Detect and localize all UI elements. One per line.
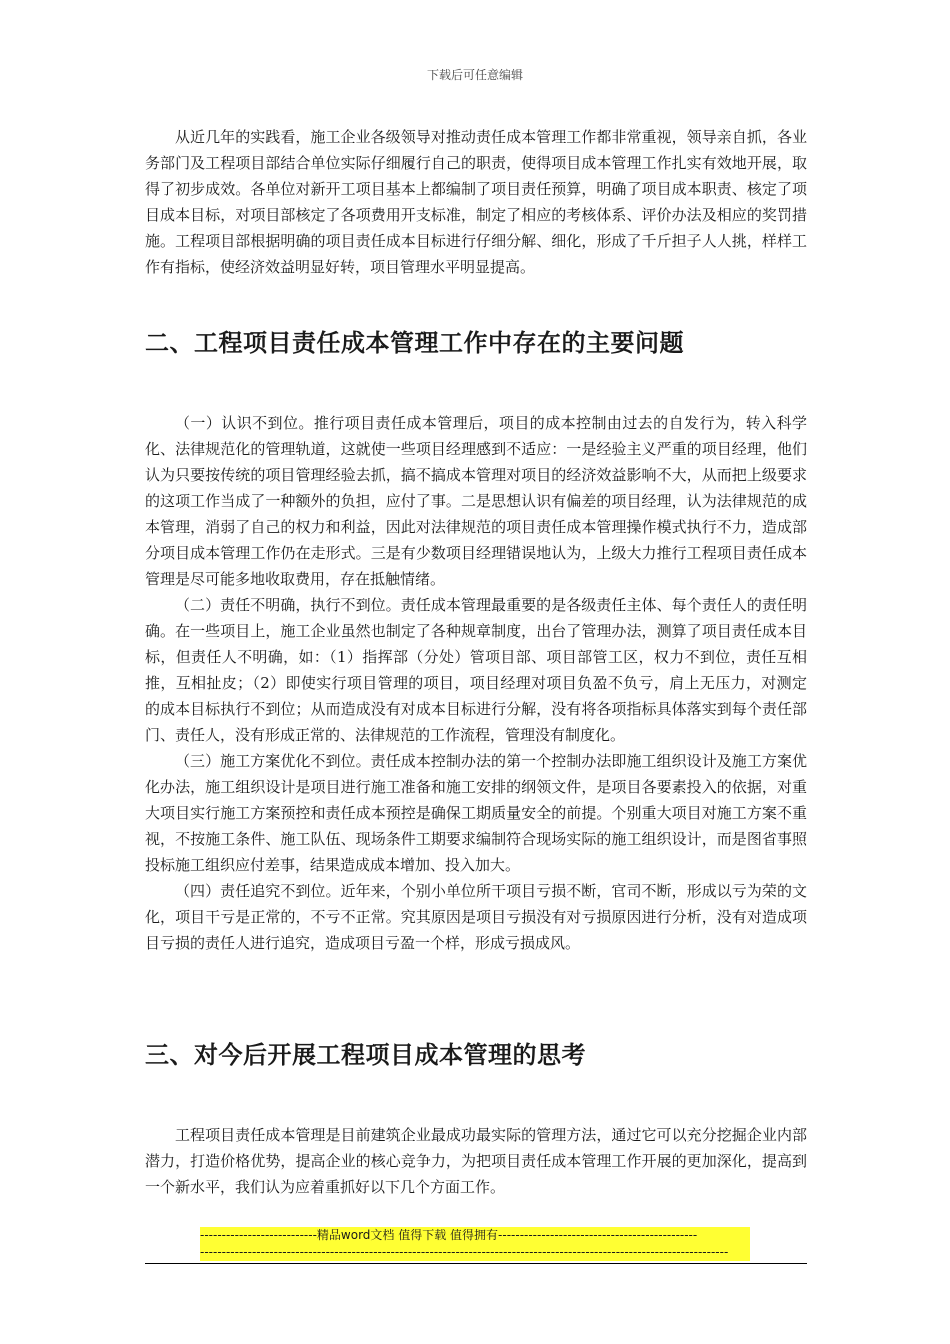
footer-banner-line-2: -------------------------------------------------------------------------------------------------------------------------- [200,1245,729,1259]
section-3-heading: 三、对今后开展工程项目成本管理的思考 [145,1041,586,1069]
footer-rule [145,1263,807,1264]
section-3-heading-block [145,1040,807,1070]
section-2-heading: 二、工程项目责任成本管理工作中存在的主要问题 [145,329,684,357]
section-2-body [145,410,807,956]
section-2-paragraph-1: （一）认识不到位。推行项目责任成本管理后，项目的成本控制由过去的自发行为，转入科学化、法律规范化的管理轨道，这就使一些项目经理感到不适应：一是经验主义严重的项目经理，他们认为只要按传统的项目管理经验去抓，搞不搞成本管理对项目的经济效益影响不大，从而把上级要求的这项工作当成了一种额外的负担，应付了事。二是思想认识有偏差的项目经理，认为法律规范的成本管理，消弱了自己的权力和利益，因此对法律规范的项目责任成本管理操作模式执行不力，造成部分项目成本管理工作仍在走形式。三是有少数项目经理错误地认为，上级大力推行工程项目责任成本管理是尽可能多地收取费用，存在抵触情绪。 [145,414,807,588]
section-2-paragraph-2: （二）责任不明确，执行不到位。责任成本管理最重要的是各级责任主体、每个责任人的责任明确。在一些项目上，施工企业虽然也制定了各种规章制度，出台了管理办法，测算了项目责任成本目标，但责任人不明确，如：（1）指挥部（分处）管项目部、项目部管工区，权力不到位，责任互相推，互相扯皮；（2）即使实行项目管理的项目，项目经理对项目负盈不负亏，肩上无压力，对测定的成本目标执行不到位；从而造成没有对成本目标进行分解，没有将各项指标具体落实到每个责任部门、责任人，没有形成正常的、法律规范的工作流程，管理没有制度化。 [145,596,807,744]
section-2-paragraph-4: （四）责任追究不到位。近年来，个别小单位所干项目亏损不断，官司不断，形成以亏为荣的文化，项目干亏是正常的，不亏不正常。究其原因是项目亏损没有对亏损原因进行分析，没有对造成项目亏损的责任人进行追究，造成项目亏盈一个样，形成亏损成风。 [145,882,807,952]
intro-block [145,124,807,280]
footer-banner [200,1227,750,1261]
section-3-body [145,1122,807,1200]
section-2-heading-block [145,328,807,358]
section-3-paragraph-1: 工程项目责任成本管理是目前建筑企业最成功最实际的管理方法，通过它可以充分挖掘企业内部潜力，打造价格优势，提高企业的核心竞争力，为把项目责任成本管理工作开展的更加深化，提高到一个新水平，我们认为应着重抓好以下几个方面工作。 [145,1126,807,1196]
page-header: 下载后可任意编辑 [426,68,523,82]
section-2-paragraph-3: （三）施工方案优化不到位。责任成本控制办法的第一个控制办法即施工组织设计及施工方案优化办法，施工组织设计是项目进行施工准备和施工安排的纲领文件，是项目各要素投入的依据，对重大项目实行施工方案预控和责任成本预控是确保工期质量安全的前提。个别重大项目对施工方案不重视，不按施工条件、施工队伍、现场条件工期要求编制符合现场实际的施工组织设计，而是图省事照投标施工组织应付差事，结果造成成本增加、投入加大。 [145,752,807,874]
footer-banner-line-1: ---------------------------精品word文档 值得下载 值得拥有---------------------------------------------- [200,1228,698,1242]
intro-paragraph: 从近几年的实践看，施工企业各级领导对推动责任成本管理工作都非常重视，领导亲自抓，各业务部门及工程项目部结合单位实际仔细履行自己的职责，使得项目成本管理工作扎实有效地开展，取得了初步成效。各单位对新开工项目基本上都编制了项目责任预算，明确了项目成本职责、核定了项目成本目标，对项目部核定了各项费用开支标准，制定了相应的考核体系、评价办法及相应的奖罚措施。工程项目部根据明确的项目责任成本目标进行仔细分解、细化，形成了千斤担子人人挑，样样工作有指标，使经济效益明显好转，项目管理水平明显提高。 [145,128,807,276]
